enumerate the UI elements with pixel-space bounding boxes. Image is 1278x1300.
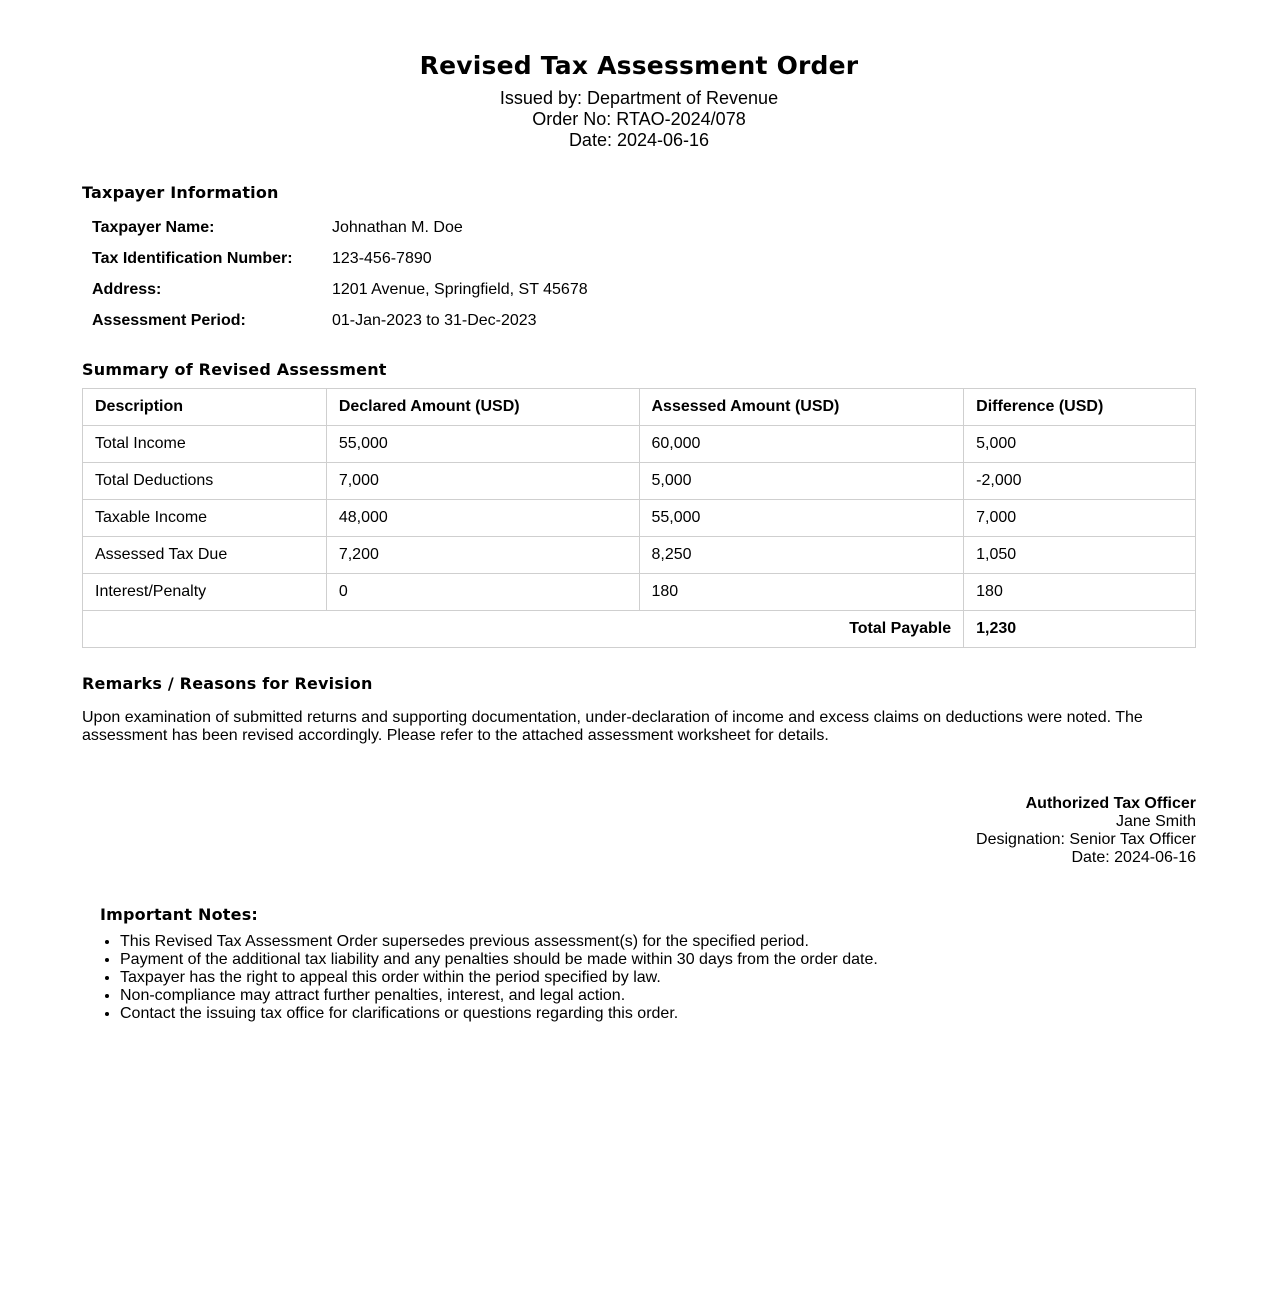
table-cell: Taxable Income	[83, 500, 327, 537]
table-cell: 55,000	[639, 500, 964, 537]
table-cell: 7,000	[964, 500, 1196, 537]
column-header-declared: Declared Amount (USD)	[326, 389, 639, 426]
table-cell: 1,050	[964, 537, 1196, 574]
table-cell: 55,000	[326, 426, 639, 463]
summary-title: Summary of Revised Assessment	[82, 360, 387, 379]
remarks-text: Upon examination of submitted returns and supporting documentation, under-declaration of income and excess claims on deductions were noted. The assessment has been revised accordingly. Please refer to the attached assessment worksheet for details.	[82, 709, 1143, 744]
total-payable-value: 1,230	[964, 611, 1196, 648]
address-label: Address:	[92, 280, 162, 298]
list-item: • This Revised Tax Assessment Order supersedes previous assessment(s) for the specified period.	[120, 933, 1196, 951]
list-item: • Contact the issuing tax office for clarifications or questions regarding this order.	[120, 1005, 1196, 1023]
order-date: Date: 2024-06-16	[568, 130, 710, 150]
column-header-description: Description	[83, 389, 327, 426]
column-header-assessed: Assessed Amount (USD)	[639, 389, 964, 426]
summary-section	[82, 360, 1196, 648]
table-cell: Total Deductions	[83, 463, 327, 500]
important-notes-section	[82, 905, 1196, 1023]
signature-block	[82, 795, 1196, 867]
table-row	[83, 500, 1196, 537]
taxpayer-name-value: Johnathan M. Doe	[332, 218, 463, 236]
signature-title: Authorized Tax Officer	[1025, 795, 1196, 812]
table-cell: Interest/Penalty	[83, 574, 327, 611]
document-page	[82, 0, 1196, 1023]
taxpayer-information-table	[82, 212, 588, 336]
table-cell: 180	[964, 574, 1196, 611]
table-cell: 7,000	[326, 463, 639, 500]
remarks-section	[82, 674, 1196, 745]
table-cell: Total Income	[83, 426, 327, 463]
taxpayer-name-label: Taxpayer Name:	[92, 218, 215, 236]
taxpayer-info-row	[82, 305, 588, 336]
issued-by: Issued by: Department of Revenue	[499, 88, 779, 108]
signature-date: Date: 2024-06-16	[1071, 849, 1196, 866]
table-row	[83, 537, 1196, 574]
table-cell: 180	[639, 574, 964, 611]
taxpayer-information-section	[82, 183, 1196, 336]
table-cell: 5,000	[964, 426, 1196, 463]
important-notes-title: Important Notes:	[100, 905, 259, 924]
total-payable-label: Total Payable	[83, 611, 964, 648]
table-cell: Assessed Tax Due	[83, 537, 327, 574]
taxpayer-info-row	[82, 243, 588, 274]
tin-value: 123-456-7890	[332, 249, 432, 267]
summary-table	[82, 388, 1196, 648]
taxpayer-info-row	[82, 212, 588, 243]
assessment-period-label: Assessment Period:	[92, 311, 246, 329]
taxpayer-information-title: Taxpayer Information	[82, 183, 279, 202]
officer-designation: Designation: Senior Tax Officer	[976, 831, 1196, 848]
list-item: • Taxpayer has the right to appeal this order within the period specified by law.	[120, 969, 1196, 987]
table-cell: -2,000	[964, 463, 1196, 500]
list-item: • Non-compliance may attract further penalties, interest, and legal action.	[120, 987, 1196, 1005]
table-row	[83, 574, 1196, 611]
important-notes-list	[100, 933, 1196, 1023]
table-cell: 60,000	[639, 426, 964, 463]
table-cell: 7,200	[326, 537, 639, 574]
table-cell: 48,000	[326, 500, 639, 537]
assessment-period-value: 01-Jan-2023 to 31-Dec-2023	[332, 311, 537, 329]
table-cell: 0	[326, 574, 639, 611]
table-cell: 8,250	[639, 537, 964, 574]
table-row	[83, 426, 1196, 463]
remarks-title: Remarks / Reasons for Revision	[82, 674, 373, 693]
column-header-difference: Difference (USD)	[964, 389, 1196, 426]
taxpayer-info-row	[82, 274, 588, 305]
officer-name: Jane Smith	[1115, 813, 1196, 830]
summary-header-row	[83, 389, 1196, 426]
document-title: Revised Tax Assessment Order	[419, 51, 859, 80]
order-number: Order No: RTAO-2024/078	[532, 109, 746, 129]
table-row	[83, 463, 1196, 500]
table-cell: 5,000	[639, 463, 964, 500]
document-header	[82, 0, 1196, 151]
address-value: 1201 Avenue, Springfield, ST 45678	[332, 280, 588, 298]
total-payable-row	[83, 611, 1196, 648]
list-item: • Payment of the additional tax liability and any penalties should be made within 30 days from the order date.	[120, 951, 1196, 969]
tin-label: Tax Identification Number:	[92, 249, 293, 267]
